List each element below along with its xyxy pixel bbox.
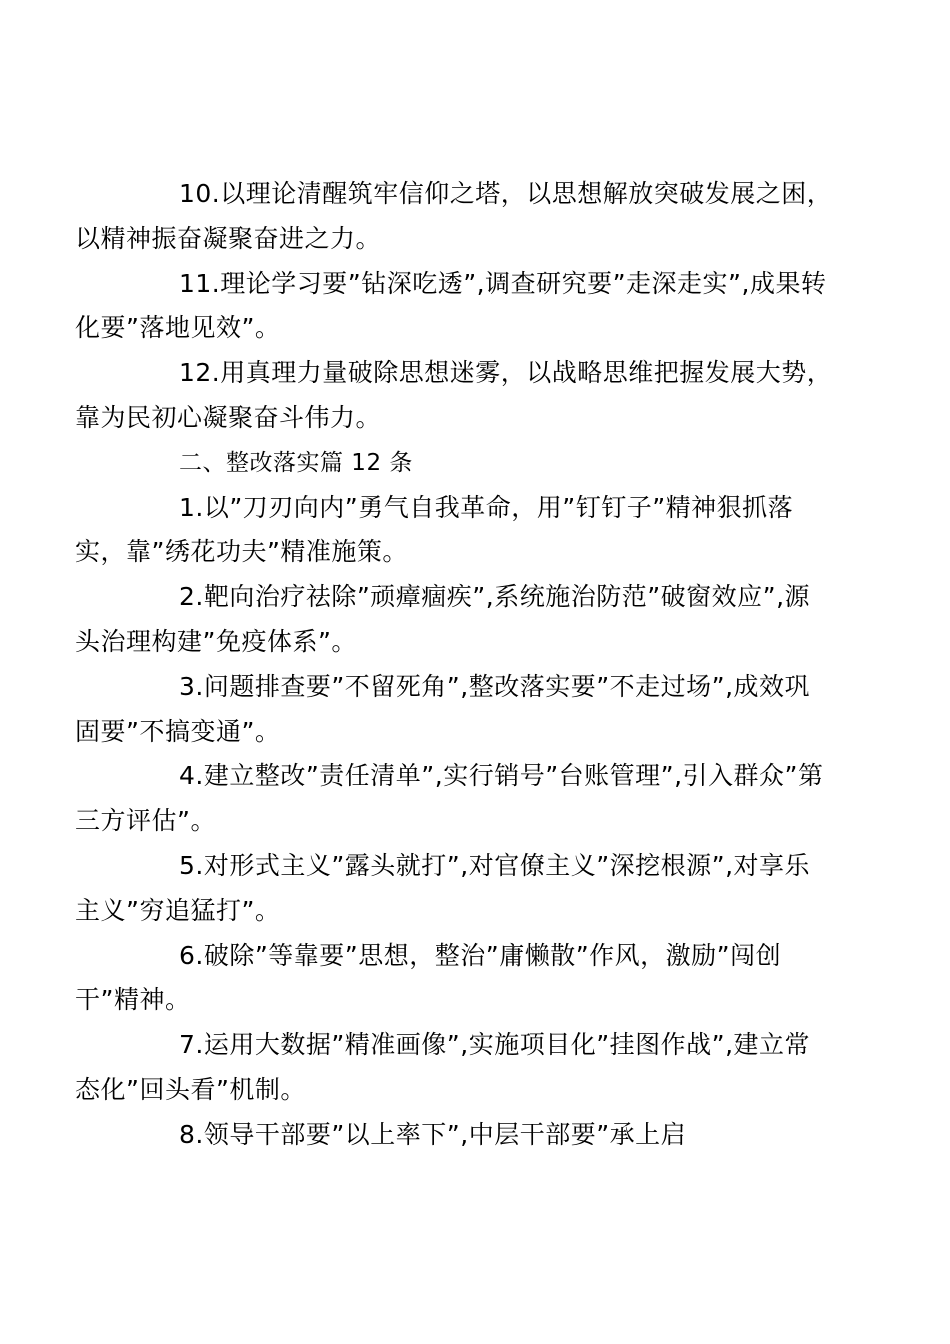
paragraph-1 — [75, 486, 827, 576]
paragraph-line: 2.靶向治疗祛除”顽瘴痼疾”,系统施治防范”破窗效应”,源 — [179, 582, 811, 612]
paragraph-line: 实，靠”绣花功夫”精准施策。 — [75, 537, 408, 567]
paragraph-7 — [75, 1023, 827, 1113]
document-body — [75, 172, 833, 1158]
paragraph-line: 头治理构建”免疫体系”。 — [75, 626, 357, 656]
paragraph-3 — [75, 665, 827, 755]
paragraph-line: 三方评估”。 — [75, 806, 216, 836]
paragraph-line: 3.问题排查要”不留死角”,整改落实要”不走过场”,成效巩 — [179, 671, 811, 701]
paragraph-12 — [75, 351, 833, 441]
paragraph-5 — [75, 844, 827, 934]
paragraph-line: 10.以理论清醒筑牢信仰之塔，以思想解放突破发展之困， — [179, 179, 833, 208]
paragraph-line: 主义”穷追猛打”。 — [75, 895, 281, 925]
paragraph-line: 固要”不搞变通”。 — [75, 716, 281, 746]
paragraph-line: 7.运用大数据”精准画像”,实施项目化”挂图作战”,建立常 — [179, 1030, 811, 1060]
paragraph-line: 4.建立整改”责任清单”,实行销号”台账管理”,引入群众”第 — [179, 761, 824, 791]
paragraph-8 — [127, 1113, 827, 1158]
section-heading-text: 二、整改落实篇 12 条 — [179, 449, 413, 476]
paragraph-6 — [75, 934, 827, 1024]
paragraph-line: 以精神振奋凝聚奋进之力。 — [75, 223, 382, 253]
section-heading — [127, 441, 827, 486]
paragraph-line: 12.用真理力量破除思想迷雾，以战略思维把握发展大势， — [179, 358, 833, 388]
paragraph-line: 1.以”刀刃向内”勇气自我革命，用”钉钉子”精神狠抓落 — [179, 492, 794, 522]
paragraph-2 — [75, 575, 827, 665]
paragraph-11 — [75, 262, 827, 352]
paragraph-line: 11.理论学习要”钻深吃透”,调查研究要”走深走实”,成果转 — [179, 268, 827, 298]
paragraph-line: 态化”回头看”机制。 — [75, 1074, 306, 1104]
paragraph-line: 8.领导干部要”以上率下”,中层干部要”承上启 — [179, 1119, 687, 1149]
paragraph-line: 靠为民初心凝聚奋斗伟力。 — [75, 402, 382, 432]
paragraph-line: 5.对形式主义”露头就打”,对官僚主义”深挖根源”,对享乐 — [179, 850, 811, 880]
paragraph-4 — [75, 754, 827, 844]
paragraph-line: 化要”落地见效”。 — [75, 313, 281, 343]
paragraph-10 — [75, 172, 833, 262]
paragraph-line: 6.破除”等靠要”思想，整治”庸懒散”作风，激励”闯创 — [179, 940, 782, 970]
paragraph-line: 干”精神。 — [75, 985, 191, 1015]
